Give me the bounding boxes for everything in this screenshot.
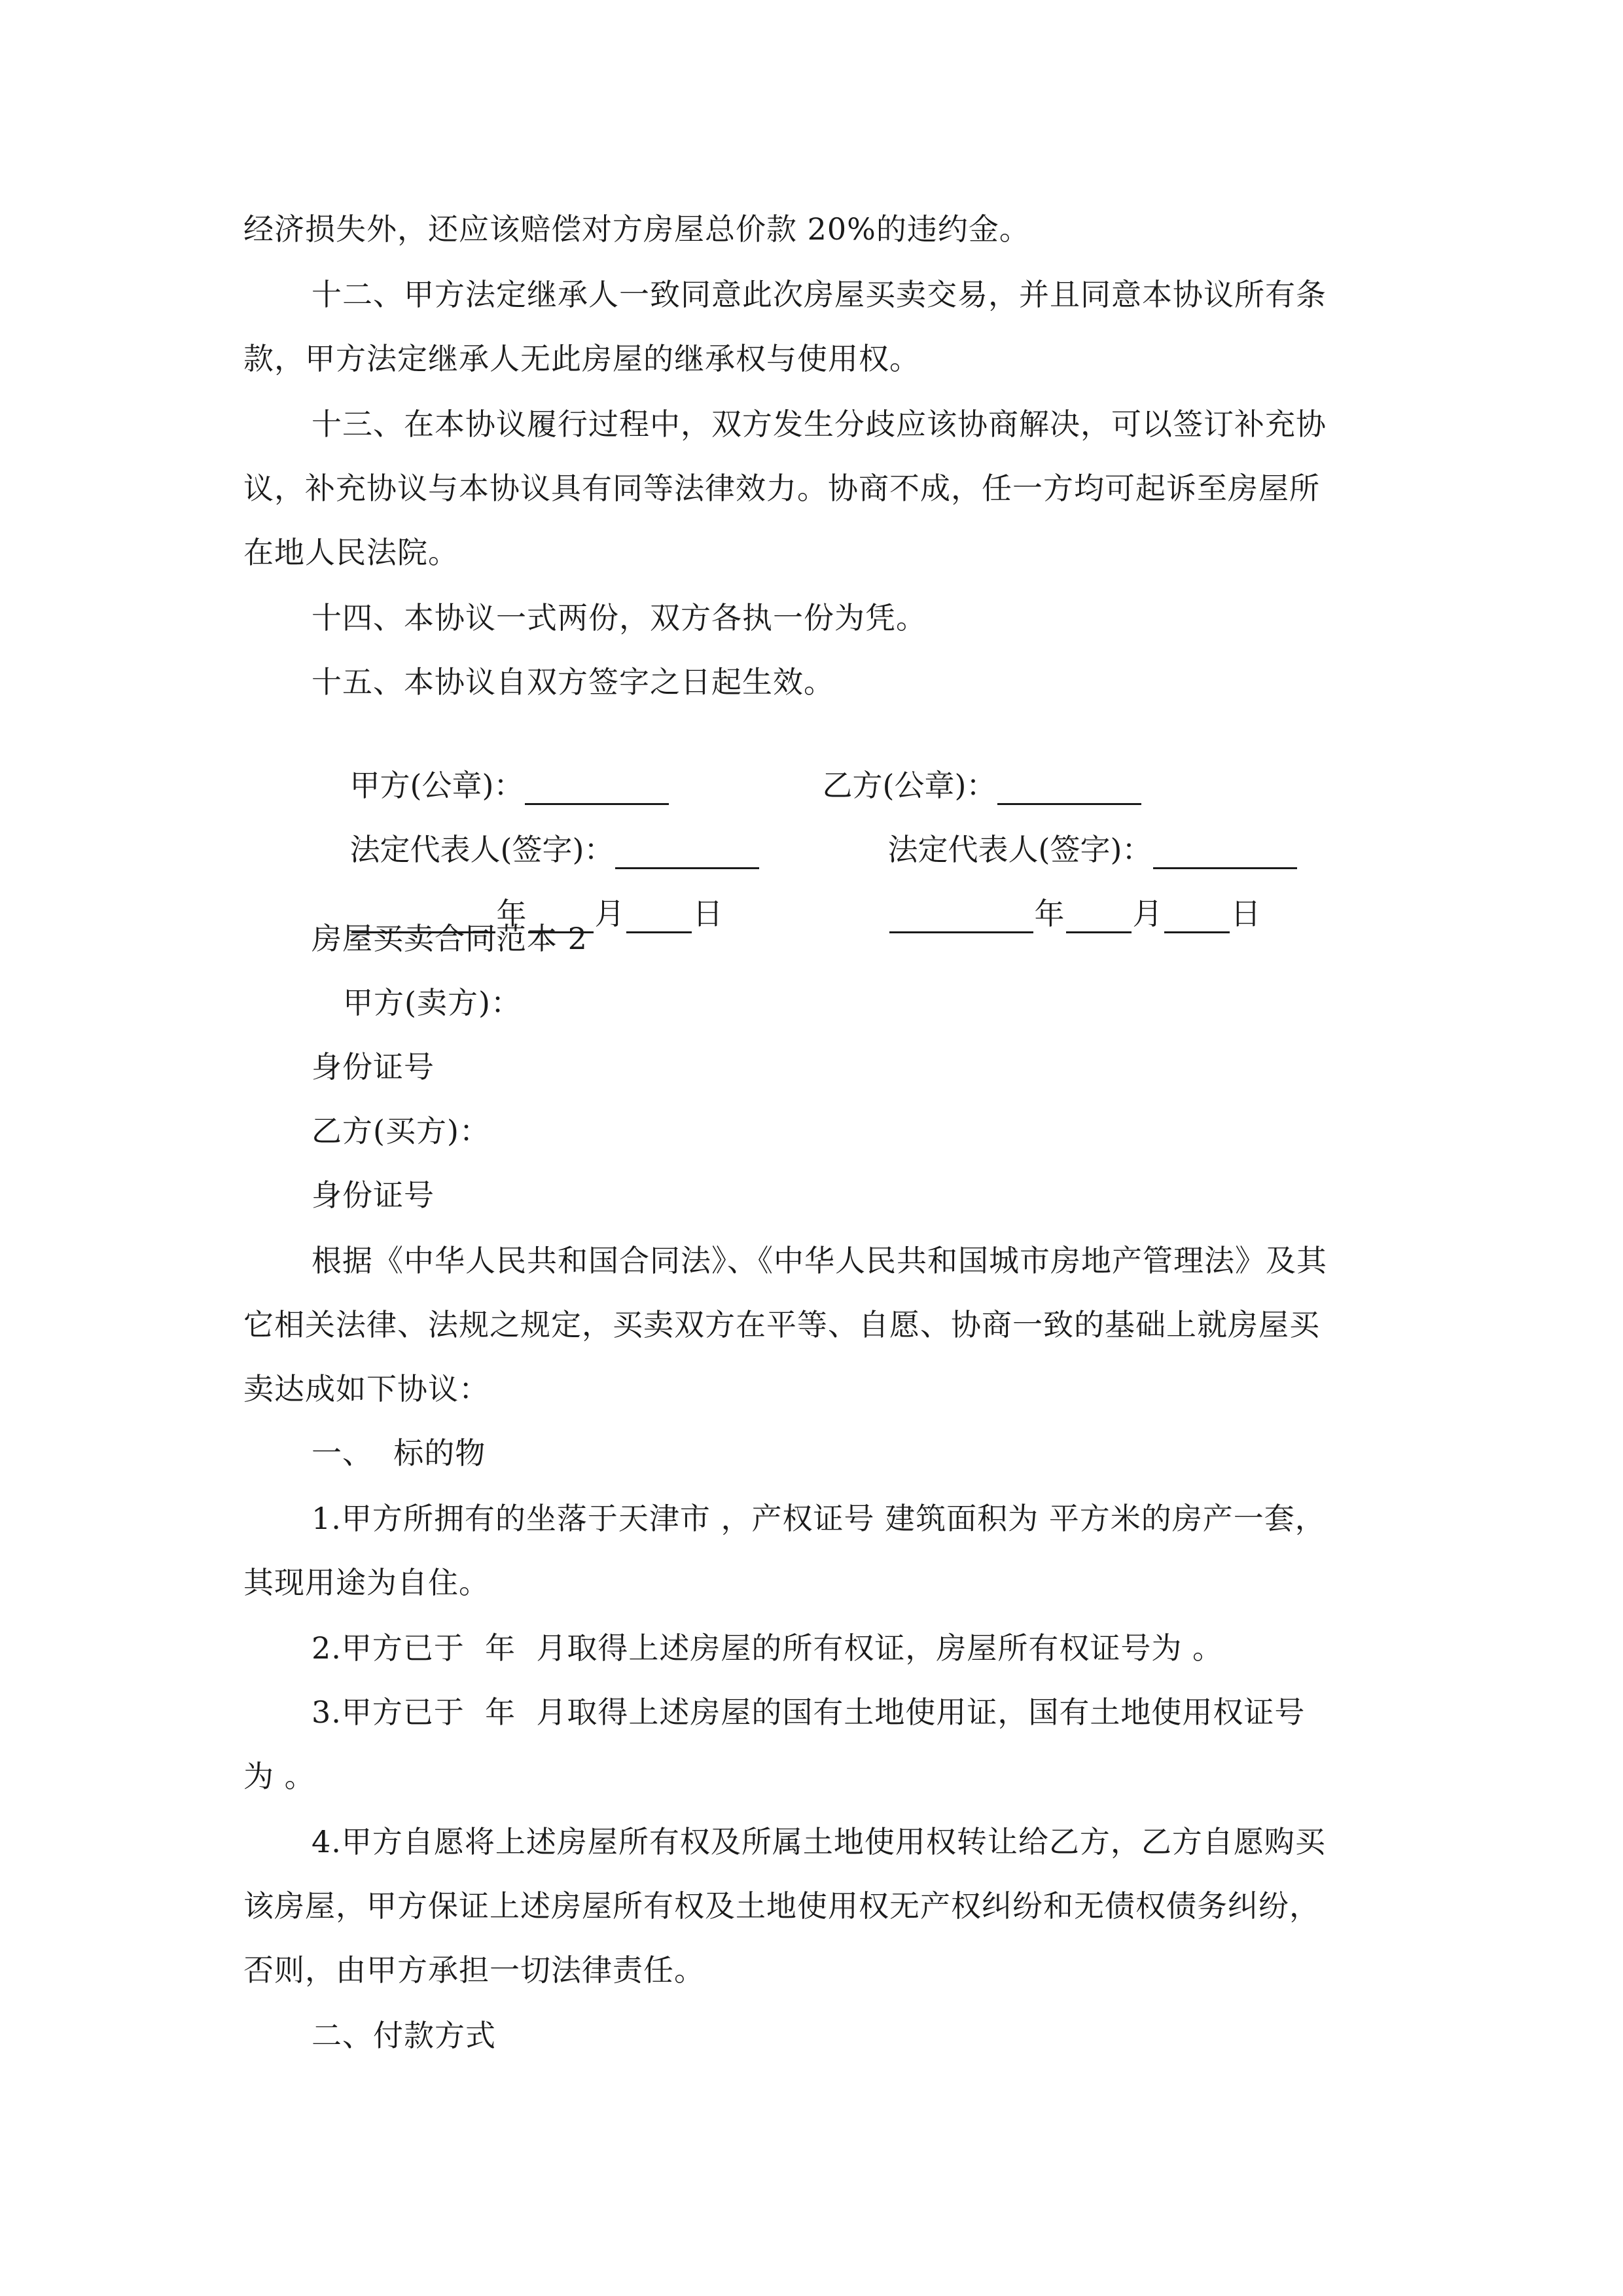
paragraph-line: 卖达成如下协议： [243, 1371, 490, 1407]
paragraph-line: 根据《中华人民共和国合同法》、《中华人民共和国城市房地产管理法》及其 [312, 1243, 1327, 1278]
party-b-seal-label: 乙方(公章)： [822, 768, 997, 803]
paragraph-line: 它相关法律、法规之规定，买卖双方在平等、自愿、协商一致的基础上就房屋买 [243, 1307, 1320, 1342]
party-a-seal-label: 甲方(公章)： [349, 768, 524, 803]
paragraph-line: 十二、甲方法定继承人一致同意此次房屋买卖交易，并且同意本协议所有条 [312, 277, 1327, 312]
section-heading: 一、 标的物 [312, 1435, 486, 1471]
paragraph-line: 为 。 [243, 1759, 315, 1794]
day-label: 日 [692, 896, 723, 931]
buyer-label: 乙方(买方)： [312, 1113, 490, 1149]
month-label: 月 [594, 896, 625, 931]
year-label: 年 [496, 896, 527, 931]
buyer-id-label: 身份证号 [312, 1177, 435, 1213]
paragraph-line: 经济损失外，还应该赔偿对方房屋总价款 20%的违约金。 [243, 211, 1030, 247]
paragraph-line: 其现用途为自住。 [243, 1565, 490, 1600]
day-label: 日 [1230, 896, 1261, 931]
date-row-b [849, 855, 1261, 973]
paragraph-line: 十五、本协议自双方签字之日起生效。 [312, 664, 834, 700]
paragraph-line: 该房屋，甲方保证上述房屋所有权及土地使用权无产权纠纷和无债权债务纠纷， [243, 1888, 1320, 1924]
paragraph-line: 款，甲方法定继承人无此房屋的继承权与使用权。 [243, 341, 920, 376]
month-blank [1066, 903, 1132, 933]
paragraph-line: 十三、在本协议履行过程中，双方发生分歧应该协商解决，可以签订补充协 [312, 406, 1327, 442]
day-blank [626, 903, 692, 933]
day-blank [1164, 903, 1230, 933]
paragraph-line: 4.甲方自愿将上述房屋所有权及所属土地使用权转让给乙方，乙方自愿购买 [312, 1824, 1326, 1859]
paragraph-line: 2.甲方已于 年 月取得上述房屋的所有权证，房屋所有权证号为 。 [312, 1630, 1223, 1666]
paragraph-line: 3.甲方已于 年 月取得上述房屋的国有土地使用证，国有土地使用权证号 [312, 1695, 1306, 1730]
legal-rep-b-label: 法定代表人(签字)： [887, 832, 1152, 867]
paragraph-line: 否则，由甲方承担一切法律责任。 [243, 1952, 705, 1988]
paragraph-line: 在地人民法院。 [243, 535, 459, 570]
seller-id-label: 身份证号 [312, 1049, 435, 1085]
paragraph-line: 议，补充协议与本协议具有同等法律效力。协商不成，任一方均可起诉至房屋所 [243, 471, 1320, 506]
paragraph-line: 十四、本协议一式两份，双方各执一份为凭。 [312, 600, 927, 636]
year-blank [889, 903, 1033, 933]
seller-label: 甲方(卖方)： [343, 985, 522, 1020]
year-label: 年 [1034, 896, 1065, 931]
section-heading: 二、付款方式 [312, 2018, 496, 2053]
month-label: 月 [1132, 896, 1163, 931]
contract-title: 房屋买卖合同范本 2 [312, 921, 588, 956]
paragraph-line: 1.甲方所拥有的坐落于天津市 ，产权证号 建筑面积为 平方米的房产一套， [312, 1501, 1326, 1536]
legal-rep-a-label: 法定代表人(签字)： [349, 832, 615, 867]
